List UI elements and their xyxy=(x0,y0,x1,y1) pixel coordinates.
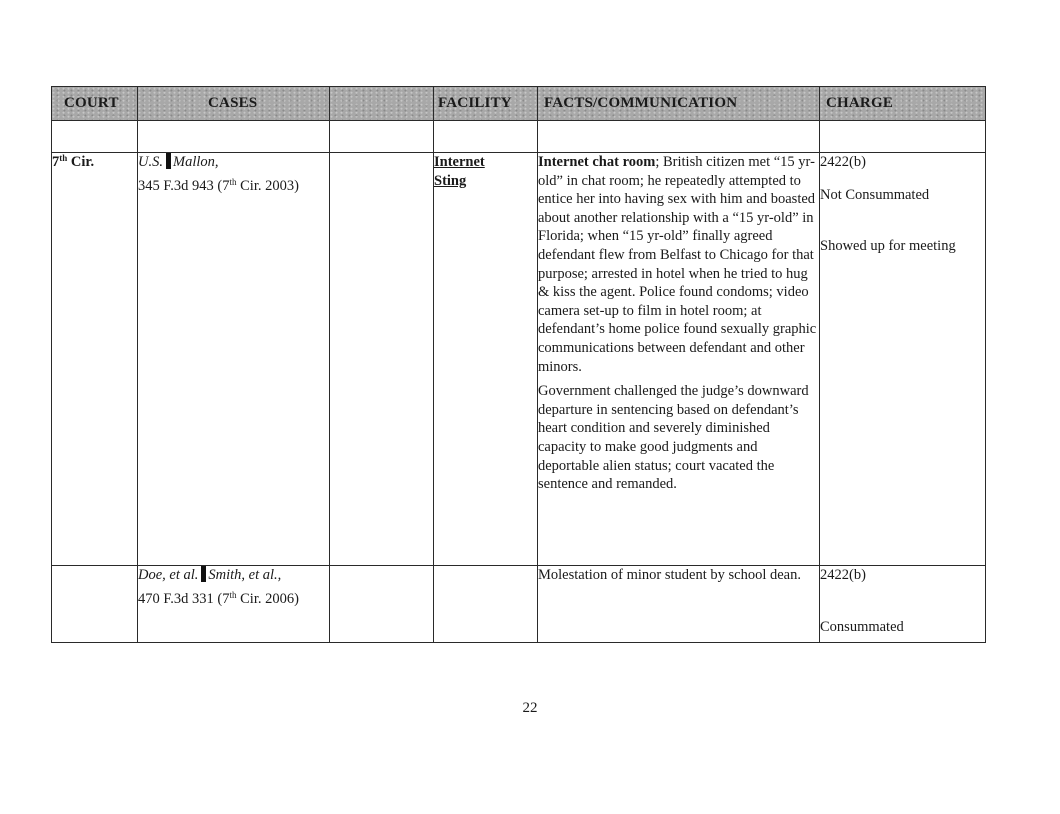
charge-cell xyxy=(820,566,986,643)
header-charge: CHARGE xyxy=(820,87,986,121)
redaction-mark xyxy=(166,153,171,169)
charge-status: Consummated xyxy=(820,618,904,635)
blank-cell xyxy=(330,566,434,643)
header-facility: FACILITY xyxy=(434,87,538,121)
facts-cell xyxy=(538,153,820,566)
charge-code: 2422(b) xyxy=(820,567,866,583)
court-cell: 7th Cir. xyxy=(52,153,138,566)
court-cell xyxy=(52,566,138,643)
facts-paragraph: Government challenged the judge’s downward departure in sentencing based on defendant’s heart condition and severely diminished capacity to make good judgments and deportable alien status; court vacated the sentence and remanded. xyxy=(538,383,809,493)
table-row xyxy=(52,153,986,566)
charge-status: Not Consummated xyxy=(820,186,930,203)
charge-note: Showed up for meeting xyxy=(820,238,956,255)
redaction-mark xyxy=(201,566,206,582)
case-table xyxy=(51,86,986,643)
facility-cell: Internet Sting xyxy=(434,153,538,566)
facts-cell xyxy=(538,566,820,643)
case-citation: 470 F.3d 331 (7th Cir. 2006) xyxy=(138,589,299,607)
charge-code: 2422(b) xyxy=(820,154,866,170)
charge-cell xyxy=(820,153,986,566)
header-court: COURT xyxy=(52,87,138,121)
facts-paragraph: Molestation of minor student by school dean. xyxy=(538,567,801,583)
header-blank xyxy=(330,87,434,121)
table-row xyxy=(52,566,986,643)
page-number: 22 xyxy=(522,700,538,716)
facility-cell xyxy=(434,566,538,643)
table-row-blank xyxy=(52,121,986,153)
case-name: U.S. Mallon, xyxy=(138,154,219,170)
header-facts: FACTS/COMMUNICATION xyxy=(538,87,820,121)
case-name: Doe, et al. Smith, et al., xyxy=(138,567,282,583)
header-cases: CASES xyxy=(138,87,330,121)
case-cell xyxy=(138,566,330,643)
blank-cell xyxy=(330,153,434,566)
case-citation: 345 F.3d 943 (7th Cir. 2003) xyxy=(138,176,299,194)
facts-paragraph: Internet chat room; British citizen met “15 yr-old” in chat room; he repeatedly attempted to entice her into having sex with him and boasted about another relationship with a “15 yr-old” in Florida; when “15 yr-old” finally agreed defendant flew from Belfast to Chicago for that purpose; arrested in hotel when he tried to hug & kiss the agent. Police found condoms; video camera set-up to film in hotel room; at defendant’s home police found sexually graphic communications between defendant and other minors. xyxy=(538,154,817,375)
table-header-row xyxy=(52,87,986,121)
case-cell xyxy=(138,153,330,566)
